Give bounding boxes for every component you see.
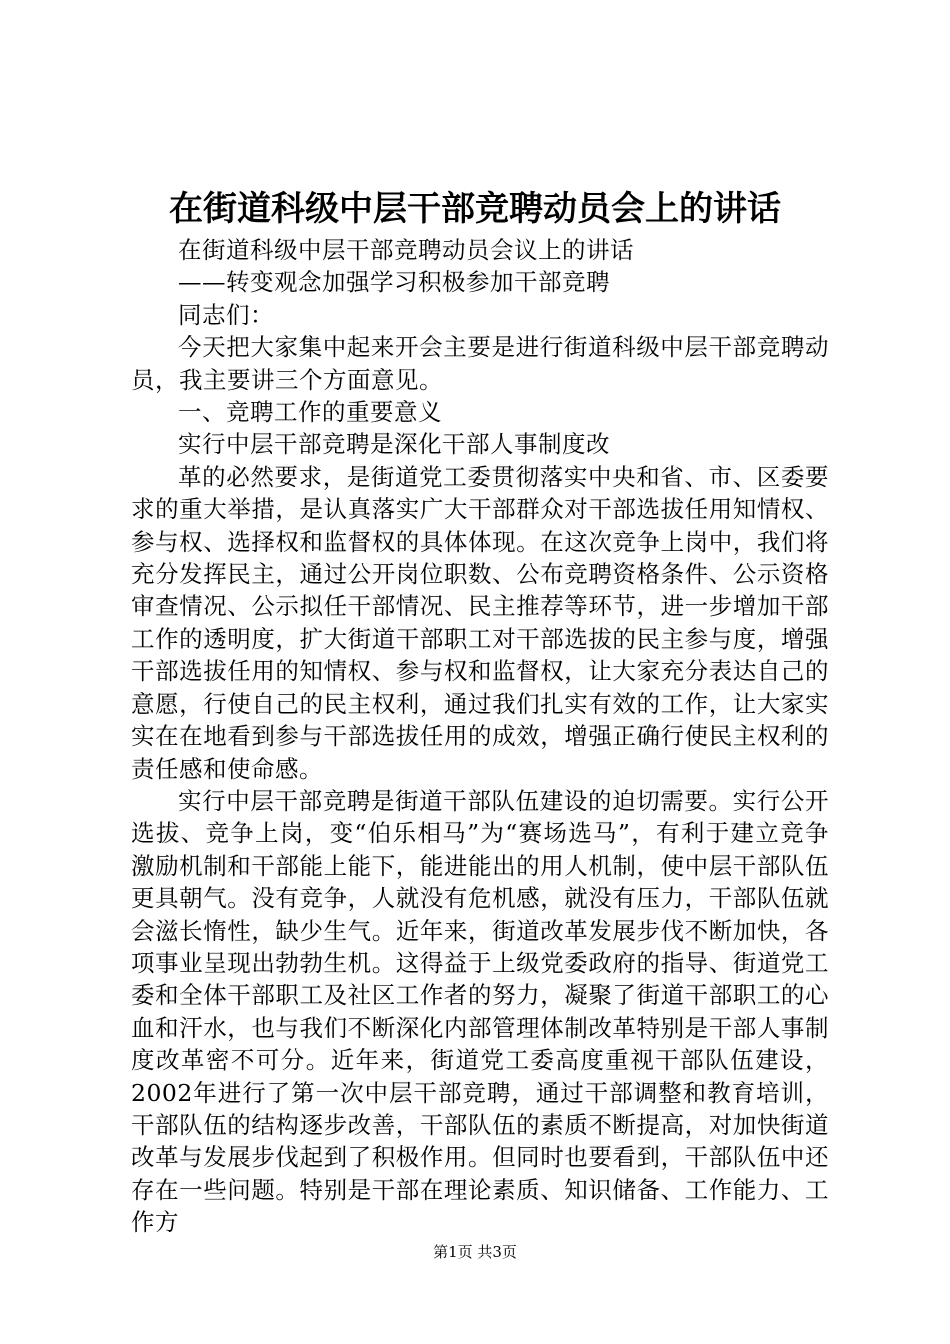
document-title: 在街道科级中层干部竞聘动员会上的讲话 — [169, 189, 781, 229]
page-number-footer: 第1页 共3页 — [433, 1243, 517, 1261]
subtitle-tagline: ——转变观念加强学习积极参加干部竞聘 — [178, 268, 610, 297]
document-body — [131, 234, 829, 1239]
body-paragraph: 实行中层干部竞聘是深化干部人事制度改 — [178, 430, 610, 459]
subtitle-line: 在街道科级中层干部竞聘动员会议上的讲话 — [178, 236, 634, 264]
section-heading: 一、竞聘工作的重要意义 — [178, 398, 442, 427]
body-paragraph: 革的必然要求，是街道党工委贯彻落实中央和省、市、区委要求的重大举措，是认真落实广大干部群众对干部选拔任用知情权、参与权、选择权和监督权的具体体现。在这次竞争上岗中，我们将充分发挥民主，通过公开岗位职数、公布竞聘资格条件、公示资格审查情况、公示拟任干部情况、民主推荐等环节，进一步增加干部工作的透明度，扩大街道干部职工对干部选拔的民主参与度，增强干部选拔任用的知情权、参与权和监督权，让大家充分表达自己的意愿，行使自己的民主权利，通过我们扎实有效的工作，让大家实实在在地看到参与干部选拔任用的成效，增强正确行使民主权利的责任感和使命感。 — [131, 462, 829, 783]
salutation: 同志们： — [178, 300, 274, 329]
body-paragraph: 今天把大家集中起来开会主要是进行街道科级中层干部竞聘动员，我主要讲三个方面意见。 — [131, 333, 829, 394]
body-paragraph: 实行中层干部竞聘是街道干部队伍建设的迫切需要。实行公开选拔、竞争上岗，变“伯乐相马”为“赛场选马”，有利于建立竞争激励机制和干部能上能下，能进能出的用人机制，使中层干部队伍更具朝气。没有竞争，人就没有危机感，就没有压力，干部队伍就会滋长惰性，缺少生气。近年来，街道改革发展步伐不断加快，各项事业呈现出勃勃生机。这得益于上级党委政府的指导、街道党工委和全体干部职工及社区工作者的努力，凝聚了街道干部职工的心血和汗水，也与我们不断深化内部管理体制改革特别是干部人事制度改革密不可分。近年来，街道党工委高度重视干部队伍建设，2002年进行了第一次中层干部竞聘，通过干部调整和教育培训，干部队伍的结构逐步改善，干部队伍的素质不断提高，对加快街道改革与发展步伐起到了积极作用。但同时也要看到，干部队伍中还存在一些问题。特别是干部在理论素质、知识储备、工作能力、工作方 — [131, 786, 829, 1237]
